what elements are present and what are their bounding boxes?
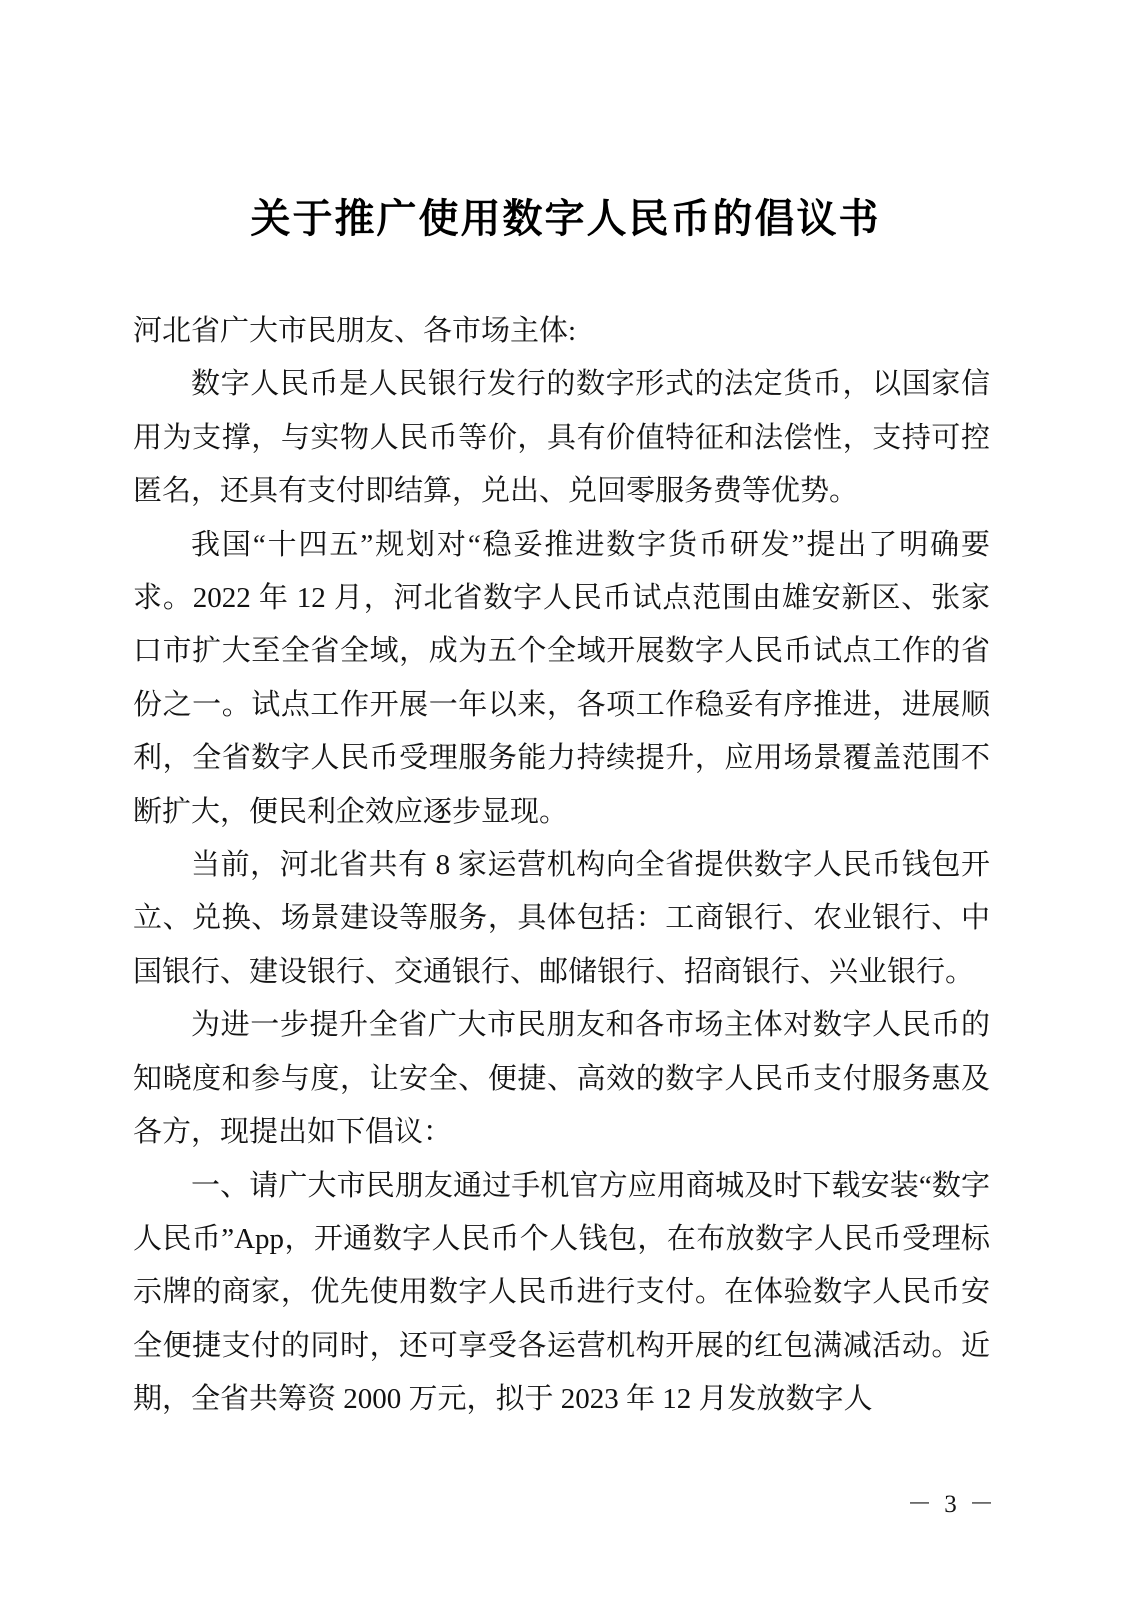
paragraph-proposal-lead-in: 为进一步提升全省广大市民朋友和各市场主体对数字人民币的知晓度和参与度，让安全、便捷、高效的数字人民币支付服务惠及各方，现提出如下倡议：: [133, 1009, 990, 1149]
paragraph-proposal-item-one: 一、请广大市民朋友通过手机官方应用商城及时下载安装“数字人民币”App，开通数字人民币个人钱包，在布放数字人民币受理标示牌的商家，优先使用数字人民币进行支付。在体验数字人民币安全便捷支付的同时，还可享受各运营机构开展的红包满减活动。近期，全省共筹资 2000 万元，拟于 2023 年 12 月发放数字人: [133, 1169, 990, 1416]
page-number: － 3 －: [906, 1491, 997, 1518]
paragraph-operating-banks: 当前，河北省共有 8 家运营机构向全省提供数字人民币钱包开立、兑换、场景建设等服务，具体包括：工商银行、农业银行、中国银行、建设银行、交通银行、邮储银行、招商银行、兴业银行。: [133, 849, 990, 988]
paragraph-digital-rmb-intro: 数字人民币是人民银行发行的数字形式的法定货币，以国家信用为支撑，与实物人民币等价，具有价值特征和法偿性，支持可控匿名，还具有支付即结算，兑出、兑回零服务费等优势。: [133, 368, 990, 508]
salutation-line: 河北省广大市民朋友、各市场主体:: [133, 315, 577, 347]
document-body: [133, 305, 990, 1427]
document-title: 关于推广使用数字人民币的倡议书: [250, 196, 881, 241]
paragraph-pilot-program: 我国“十四五”规划对“稳妥推进数字货币研发”提出了明确要求。2022 年 12 月，河北省数字人民币试点范围由雄安新区、张家口市扩大至全省全域，成为五个全域开展数字人民币试点工作的省份之一。试点工作开展一年以来，各项工作稳妥有序推进，进展顺利，全省数字人民币受理服务能力持续提升，应用场景覆盖范围不断扩大，便民利企效应逐步显现。: [133, 528, 990, 828]
